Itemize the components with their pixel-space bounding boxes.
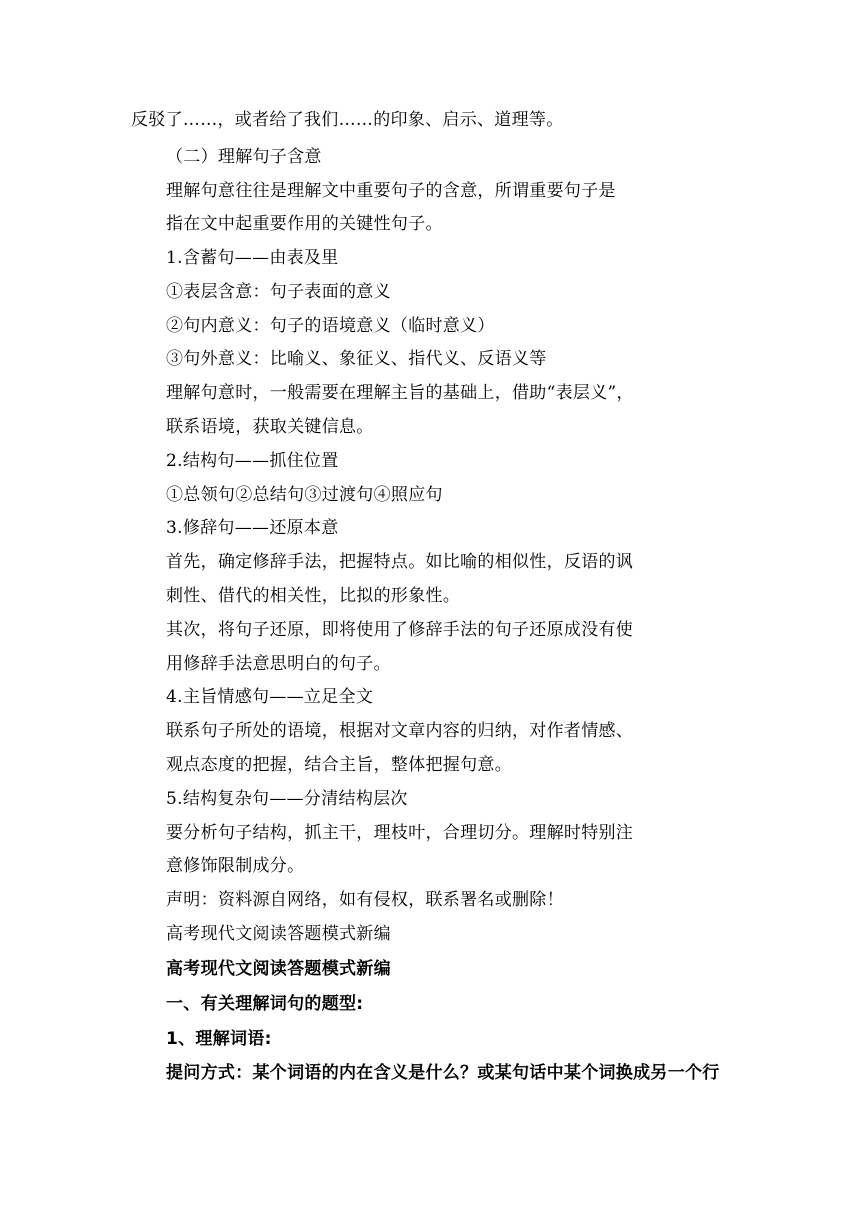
subheading: 5.结构复杂句——分清结构层次 (166, 789, 408, 809)
text-line: 反驳了……，或者给了我们……的印象、启示、道理等。 (131, 110, 564, 130)
bold-subheading: 1、理解词语: (166, 1029, 272, 1049)
text-line: 观点态度的把握，结合主旨，整体把握句意。 (166, 755, 512, 775)
subheading: 4.主旨情感句——立足全文 (166, 687, 374, 707)
bold-title: 高考现代文阅读答题模式新编 (166, 959, 391, 979)
bold-text-line: 提问方式：某个词语的内在含义是什么？或某句话中某个词换成另一个行 (166, 1063, 720, 1083)
bold-section-heading: 一、有关理解词句的题型: (166, 994, 364, 1014)
document-title: 高考现代文阅读答题模式新编 (166, 924, 391, 944)
subheading: 2.结构句——抓住位置 (166, 451, 339, 471)
text-line: 要分析句子结构，抓主干，理枝叶，合理切分。理解时特别注 (166, 823, 634, 843)
section-heading: （二）理解句子含意 (166, 147, 322, 167)
text-line: 联系语境，获取关键信息。 (166, 417, 374, 437)
text-line: ③句外意义：比喻义、象征义、指代义、反语义等 (166, 349, 547, 369)
text-line: 首先，确定修辞手法，把握特点。如比喻的相似性，反语的讽 (166, 552, 634, 572)
subheading: 3.修辞句——还原本意 (166, 518, 339, 538)
text-line: 理解句意时，一般需要在理解主旨的基础上，借助“表层义”， (166, 383, 634, 403)
subheading: 1.含蓄句——由表及里 (166, 248, 339, 268)
text-line: 意修饰限制成分。 (166, 856, 305, 876)
text-line: 其次，将句子还原，即将使用了修辞手法的句子还原成没有使 (166, 620, 634, 640)
disclaimer-text: 声明：资料源自网络，如有侵权，联系署名或删除！ (166, 890, 564, 910)
text-line: ②句内意义：句子的语境意义（临时意义） (166, 316, 495, 336)
text-line: 刺性、借代的相关性，比拟的形象性。 (166, 586, 461, 606)
text-line: 理解句意往往是理解文中重要句子的含意，所谓重要句子是 (166, 181, 616, 201)
text-line: 指在文中起重要作用的关键性句子。 (166, 214, 443, 234)
text-line: ①表层含意：句子表面的意义 (166, 282, 391, 302)
text-line: ①总领句②总结句③过渡句④照应句 (166, 485, 443, 505)
text-line: 用修辞手法意思明白的句子。 (166, 654, 391, 674)
text-line: 联系句子所处的语境，根据对文章内容的归纳，对作者情感、 (166, 721, 634, 741)
